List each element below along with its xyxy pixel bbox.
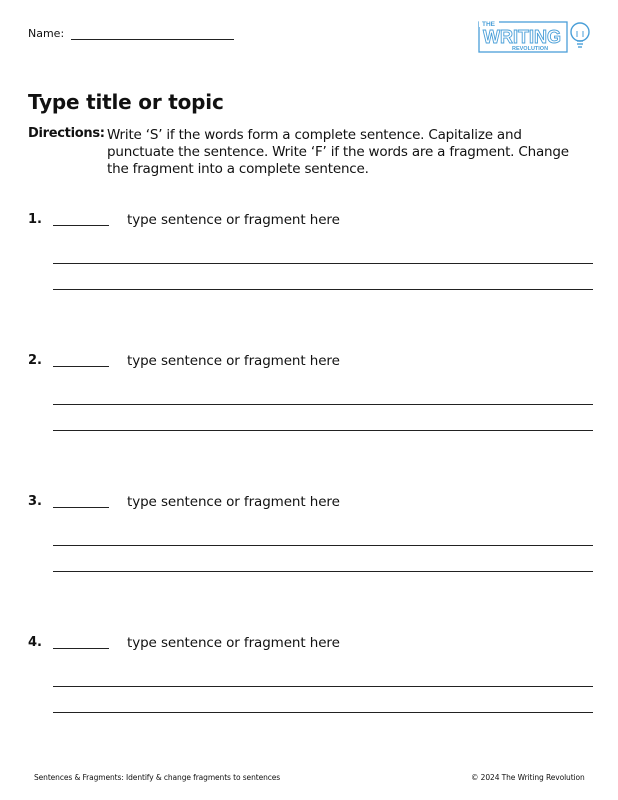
directions-label: Directions: bbox=[28, 126, 105, 141]
page-title[interactable]: Type title or topic bbox=[28, 90, 224, 114]
exercise-item bbox=[0, 494, 618, 614]
writing-line[interactable] bbox=[53, 289, 593, 290]
writing-line[interactable] bbox=[53, 430, 593, 431]
writing-line[interactable] bbox=[53, 545, 593, 546]
directions-text: Write ‘S’ if the words form a complete sentence. Capitalize and punctuate the sentence. Write ‘F’ if the words are a fragment. Change the fragment into a complete sentence. bbox=[107, 127, 569, 177]
item-prompt[interactable]: type sentence or fragment here bbox=[127, 212, 340, 228]
logo-text-writing: WRITING bbox=[483, 27, 561, 47]
answer-blank[interactable] bbox=[53, 366, 109, 367]
logo-text-revolution: REVOLUTION bbox=[512, 46, 549, 52]
exercise-item bbox=[0, 353, 618, 473]
writing-line[interactable] bbox=[53, 686, 593, 687]
footer-copyright: © 2024 The Writing Revolution bbox=[471, 773, 585, 782]
writing-revolution-logo bbox=[478, 17, 594, 57]
item-prompt[interactable]: type sentence or fragment here bbox=[127, 494, 340, 510]
name-label: Name: bbox=[28, 27, 65, 40]
answer-blank[interactable] bbox=[53, 648, 109, 649]
answer-blank[interactable] bbox=[53, 507, 109, 508]
footer-description: Sentences & Fragments: Identify & change fragments to sentences bbox=[34, 773, 281, 782]
exercise-item bbox=[0, 635, 618, 755]
name-field-line[interactable] bbox=[71, 39, 234, 40]
lightbulb-icon bbox=[571, 23, 589, 47]
writing-line[interactable] bbox=[53, 712, 593, 713]
item-number: 4. bbox=[28, 635, 42, 650]
writing-line[interactable] bbox=[53, 571, 593, 572]
writing-line[interactable] bbox=[53, 263, 593, 264]
item-number: 3. bbox=[28, 494, 42, 509]
logo-graphic bbox=[478, 17, 594, 57]
writing-line[interactable] bbox=[53, 404, 593, 405]
item-number: 1. bbox=[28, 212, 42, 227]
item-number: 2. bbox=[28, 353, 42, 368]
exercise-item bbox=[0, 212, 618, 332]
item-prompt[interactable]: type sentence or fragment here bbox=[127, 635, 340, 651]
answer-blank[interactable] bbox=[53, 225, 109, 226]
logo-text-the: THE bbox=[482, 21, 495, 28]
item-prompt[interactable]: type sentence or fragment here bbox=[127, 353, 340, 369]
